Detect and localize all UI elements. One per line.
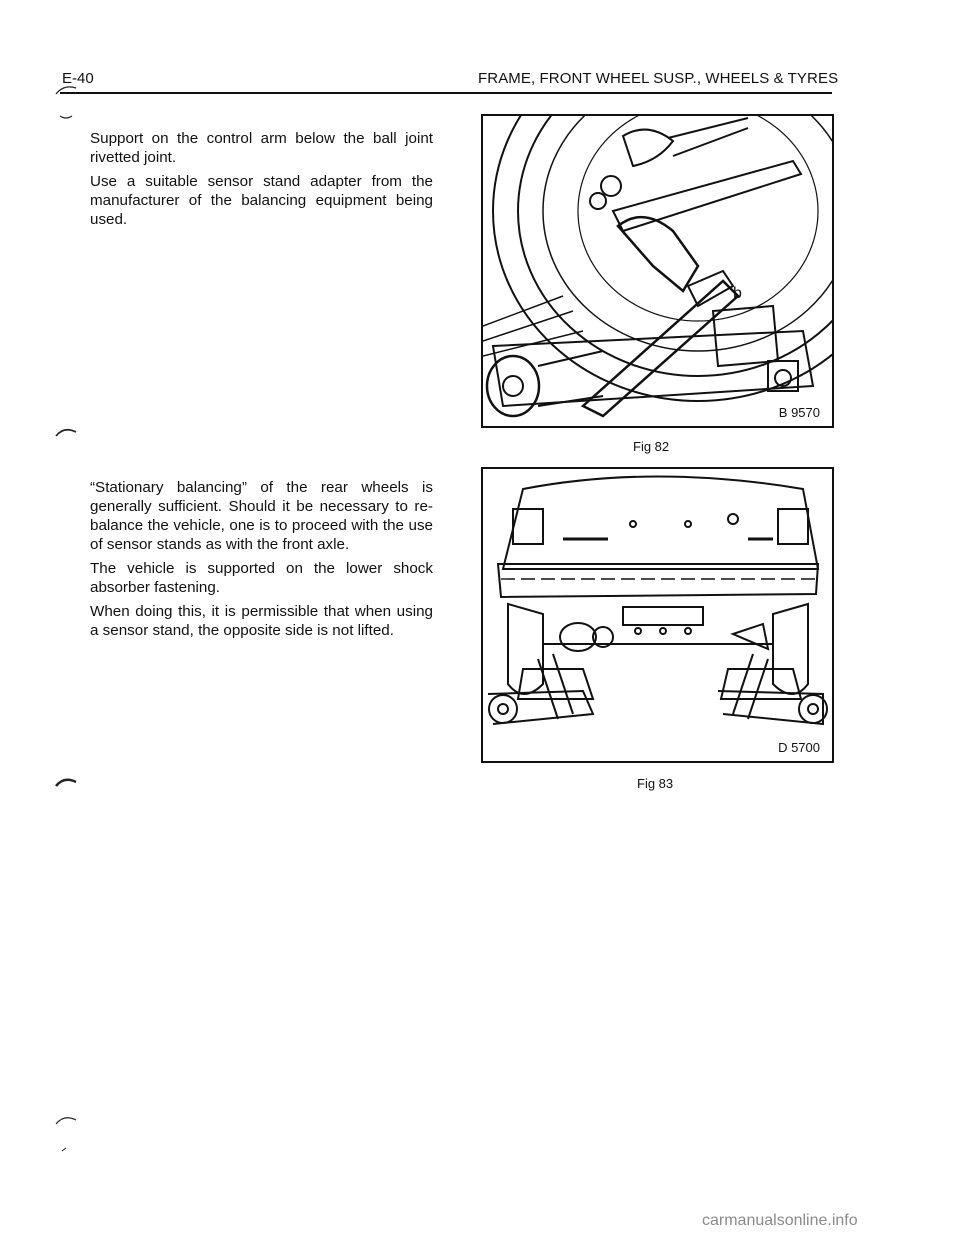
figure-caption: Fig 82 <box>633 439 670 454</box>
paragraph: “Stationary balancing” of the rear wheels is generally sufficient. Should it be necessary to re-balance the vehicle, one is to proceed with the use of sensor stands as with the front axle. <box>90 479 433 553</box>
front-wheel-support-illustration <box>483 116 832 426</box>
chapter-title: FRAME, FRONT WHEEL SUSP., WHEELS & TYRES <box>478 70 839 87</box>
figure-83 <box>481 467 834 763</box>
figure-caption: Fig 83 <box>637 776 674 791</box>
page-number: E-40 <box>62 70 94 87</box>
header-rule <box>60 92 832 94</box>
text-block-rear-balancing <box>90 478 433 645</box>
paragraph: Use a suitable sensor stand adapter from the manufacturer of the balancing equipment being used. <box>90 173 433 228</box>
svg-text:b: b <box>733 285 742 302</box>
paragraph: Support on the control arm below the ball joint rivetted joint. <box>90 130 433 166</box>
figure-code: B 9570 <box>778 405 820 420</box>
margin-mark <box>52 1108 82 1158</box>
paragraph: When doing this, it is permissible that when using a sensor stand, the opposite side is not lifted. <box>90 603 433 639</box>
paragraph: The vehicle is supported on the lower shock absorber fastening. <box>90 560 433 596</box>
watermark-link[interactable]: carmanualsonline.info <box>702 1212 858 1229</box>
margin-mark <box>52 76 82 126</box>
margin-mark <box>52 420 82 450</box>
figure-code: D 5700 <box>778 740 820 755</box>
margin-mark <box>52 770 82 800</box>
figure-82 <box>481 114 834 428</box>
rear-axle-support-illustration <box>483 469 832 761</box>
text-block-control-arm <box>90 129 433 234</box>
